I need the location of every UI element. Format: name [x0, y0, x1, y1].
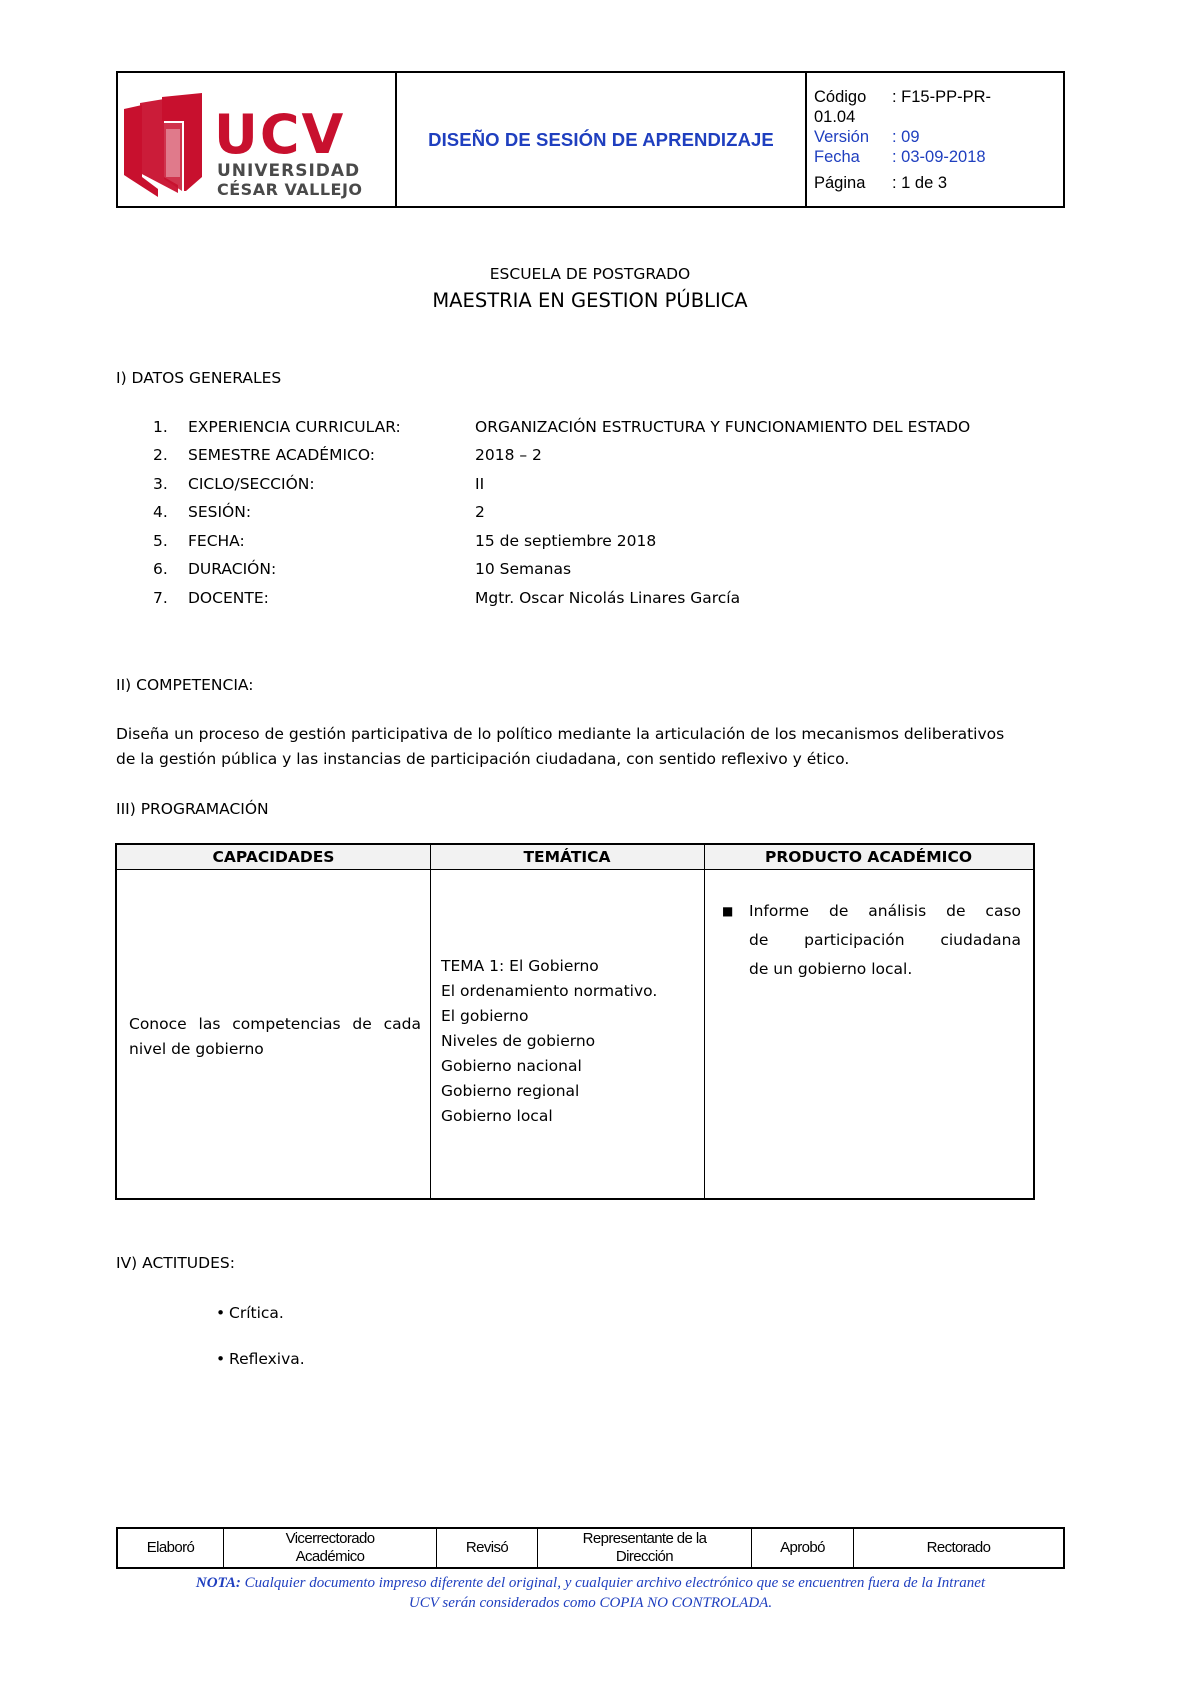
- meta-version: [814, 127, 1063, 147]
- column-divider: [704, 845, 705, 1198]
- section-actitudes-title: IV) ACTITUDES:: [116, 1254, 235, 1272]
- meta-value: : 03-09-2018: [892, 148, 986, 166]
- footer-note-line-2: UCV serán considerados como COPIA NO CONTROLADA.: [408, 1595, 773, 1611]
- competencia-line-1: Diseña un proceso de gestión participativa de lo político mediante la articulación de los mecanismos deliberativos: [116, 725, 1005, 743]
- logo-cell: [118, 73, 397, 206]
- datos-item: [153, 446, 542, 464]
- item-number: 6.: [153, 560, 168, 578]
- section-datos-generales-title: I) DATOS GENERALES: [116, 369, 282, 387]
- footer-aprobo: [752, 1529, 854, 1567]
- item-number: 2.: [153, 446, 168, 464]
- tematica-line: Gobierno regional: [441, 1082, 580, 1100]
- meta-value: : F15-PP-PR-: [892, 88, 992, 106]
- item-number: 7.: [153, 589, 168, 607]
- actitud-item: [216, 1304, 284, 1322]
- item-number: 5.: [153, 532, 168, 550]
- capacidad-line: Conoce las competencias de cada: [129, 1015, 421, 1033]
- item-number: 4.: [153, 503, 168, 521]
- item-label: EXPERIENCIA CURRICULAR:: [188, 418, 401, 436]
- meta-value: : 09: [892, 128, 920, 146]
- meta-label: Código: [814, 88, 867, 106]
- tematica-line: Gobierno local: [441, 1107, 553, 1125]
- meta-label: Versión: [814, 128, 870, 146]
- item-value: 10 Semanas: [475, 560, 572, 578]
- logo-line1: UNIVERSIDAD: [217, 161, 361, 181]
- footer-cell-text: Vicerrectorado Académico: [285, 1530, 375, 1565]
- producto-line: Informe de análisis de caso: [749, 902, 1021, 920]
- producto-line: de un gobierno local.: [749, 960, 913, 978]
- footer-cell-text: Representante de la Dirección: [582, 1530, 707, 1565]
- actitud-label: Reflexiva.: [229, 1350, 305, 1368]
- item-label: SEMESTRE ACADÉMICO:: [188, 446, 375, 464]
- meta-codigo-cont: [814, 107, 1063, 127]
- footer-note-line-1: [116, 1573, 1065, 1593]
- item-label: FECHA:: [188, 532, 245, 550]
- item-number: 3.: [153, 475, 168, 493]
- meta-value-cont: 01.04: [814, 108, 856, 126]
- approval-table: [116, 1527, 1065, 1569]
- datos-item: [153, 503, 485, 521]
- competencia-line-2: de la gestión pública y las instancias de participación ciudadana, con sentido reflexivo y ético.: [116, 750, 850, 768]
- meta-fecha: [814, 147, 1063, 167]
- header-tematica: TEMÁTICA: [430, 845, 704, 869]
- tematica-line: El gobierno: [441, 1007, 529, 1025]
- meta-value: : 1 de 3: [892, 174, 948, 192]
- header-capacidades: CAPACIDADES: [117, 845, 430, 869]
- item-value: 2: [475, 503, 485, 521]
- column-divider: [430, 845, 431, 1198]
- footer-vicerrectorado: [224, 1529, 437, 1567]
- ucv-logo: [118, 73, 397, 206]
- footer-rectorado: [854, 1529, 1063, 1567]
- item-label: CICLO/SECCIÓN:: [188, 475, 315, 493]
- item-value: ORGANIZACIÓN ESTRUCTURA Y FUNCIONAMIENTO DEL ESTADO: [475, 418, 971, 436]
- item-label: DOCENTE:: [188, 589, 269, 607]
- footer-note-text: Cualquier documento impreso diferente del original, y cualquier archivo electrónico que se encuentren fuera de la Intranet: [240, 1575, 986, 1591]
- footer-cell-text: Elaboró: [146, 1539, 195, 1556]
- program-name: MAESTRIA EN GESTION PÚBLICA: [432, 289, 748, 312]
- footer-cell-text: Rectorado: [926, 1539, 991, 1556]
- programacion-table: [115, 843, 1035, 1200]
- actitud-label: Crítica.: [229, 1304, 284, 1322]
- meta-label: Página: [814, 174, 866, 192]
- tematica-line: TEMA 1: El Gobierno: [441, 957, 599, 975]
- producto-cell: [722, 897, 1021, 984]
- footer-elaboro: [118, 1529, 224, 1567]
- footer-note: [116, 1573, 1065, 1613]
- meta-label: Fecha: [814, 148, 860, 166]
- item-value: 2018 – 2: [475, 446, 542, 464]
- document-title-cell: [397, 73, 807, 206]
- item-value: 15 de septiembre 2018: [475, 532, 657, 550]
- school-name: ESCUELA DE POSTGRADO: [489, 265, 691, 283]
- header-divider: [117, 869, 1033, 870]
- datos-item: [153, 475, 484, 493]
- footer-reviso: [437, 1529, 538, 1567]
- datos-item: [153, 589, 740, 607]
- item-value: Mgtr. Oscar Nicolás Linares García: [475, 589, 741, 607]
- item-label: SESIÓN:: [188, 503, 252, 521]
- bullet-square-icon: ■: [722, 904, 734, 918]
- item-value: II: [475, 475, 485, 493]
- datos-item: [153, 418, 970, 436]
- footer-note-label: NOTA:: [195, 1575, 241, 1591]
- section-competencia-title: II) COMPETENCIA:: [116, 676, 254, 694]
- tematica-line: Niveles de gobierno: [441, 1032, 596, 1050]
- capacidad-line: nivel de gobierno: [129, 1040, 264, 1058]
- producto-line: de participación ciudadana: [749, 931, 1021, 949]
- actitud-item: [216, 1350, 305, 1368]
- document-header: [116, 71, 1065, 208]
- tematica-cell: [441, 954, 657, 1129]
- document-title: DISEÑO DE SESIÓN DE APRENDIZAJE: [428, 128, 774, 150]
- section-programacion-title: III) PROGRAMACIÓN: [116, 800, 269, 818]
- tematica-line: El ordenamiento normativo.: [441, 982, 658, 1000]
- document-meta: [807, 73, 1063, 206]
- bullet-dot-icon: •: [216, 1304, 226, 1322]
- meta-codigo: [814, 87, 1063, 107]
- logo-wordmark: UCV: [214, 103, 346, 166]
- bullet-dot-icon: •: [216, 1350, 226, 1368]
- item-number: 1.: [153, 418, 168, 436]
- capacidad-cell: [129, 1012, 421, 1062]
- datos-item: [153, 560, 571, 578]
- footer-cell-text: Revisó: [465, 1539, 509, 1556]
- datos-item: [153, 532, 656, 550]
- tematica-line: Gobierno nacional: [441, 1057, 582, 1075]
- footer-cell-text: Aprobó: [780, 1539, 825, 1556]
- header-producto: PRODUCTO ACADÉMICO: [704, 845, 1033, 869]
- meta-pagina: [814, 173, 1063, 193]
- logo-line2: CÉSAR VALLEJO: [217, 180, 363, 199]
- item-label: DURACIÓN:: [188, 560, 277, 578]
- footer-representante: [538, 1529, 752, 1567]
